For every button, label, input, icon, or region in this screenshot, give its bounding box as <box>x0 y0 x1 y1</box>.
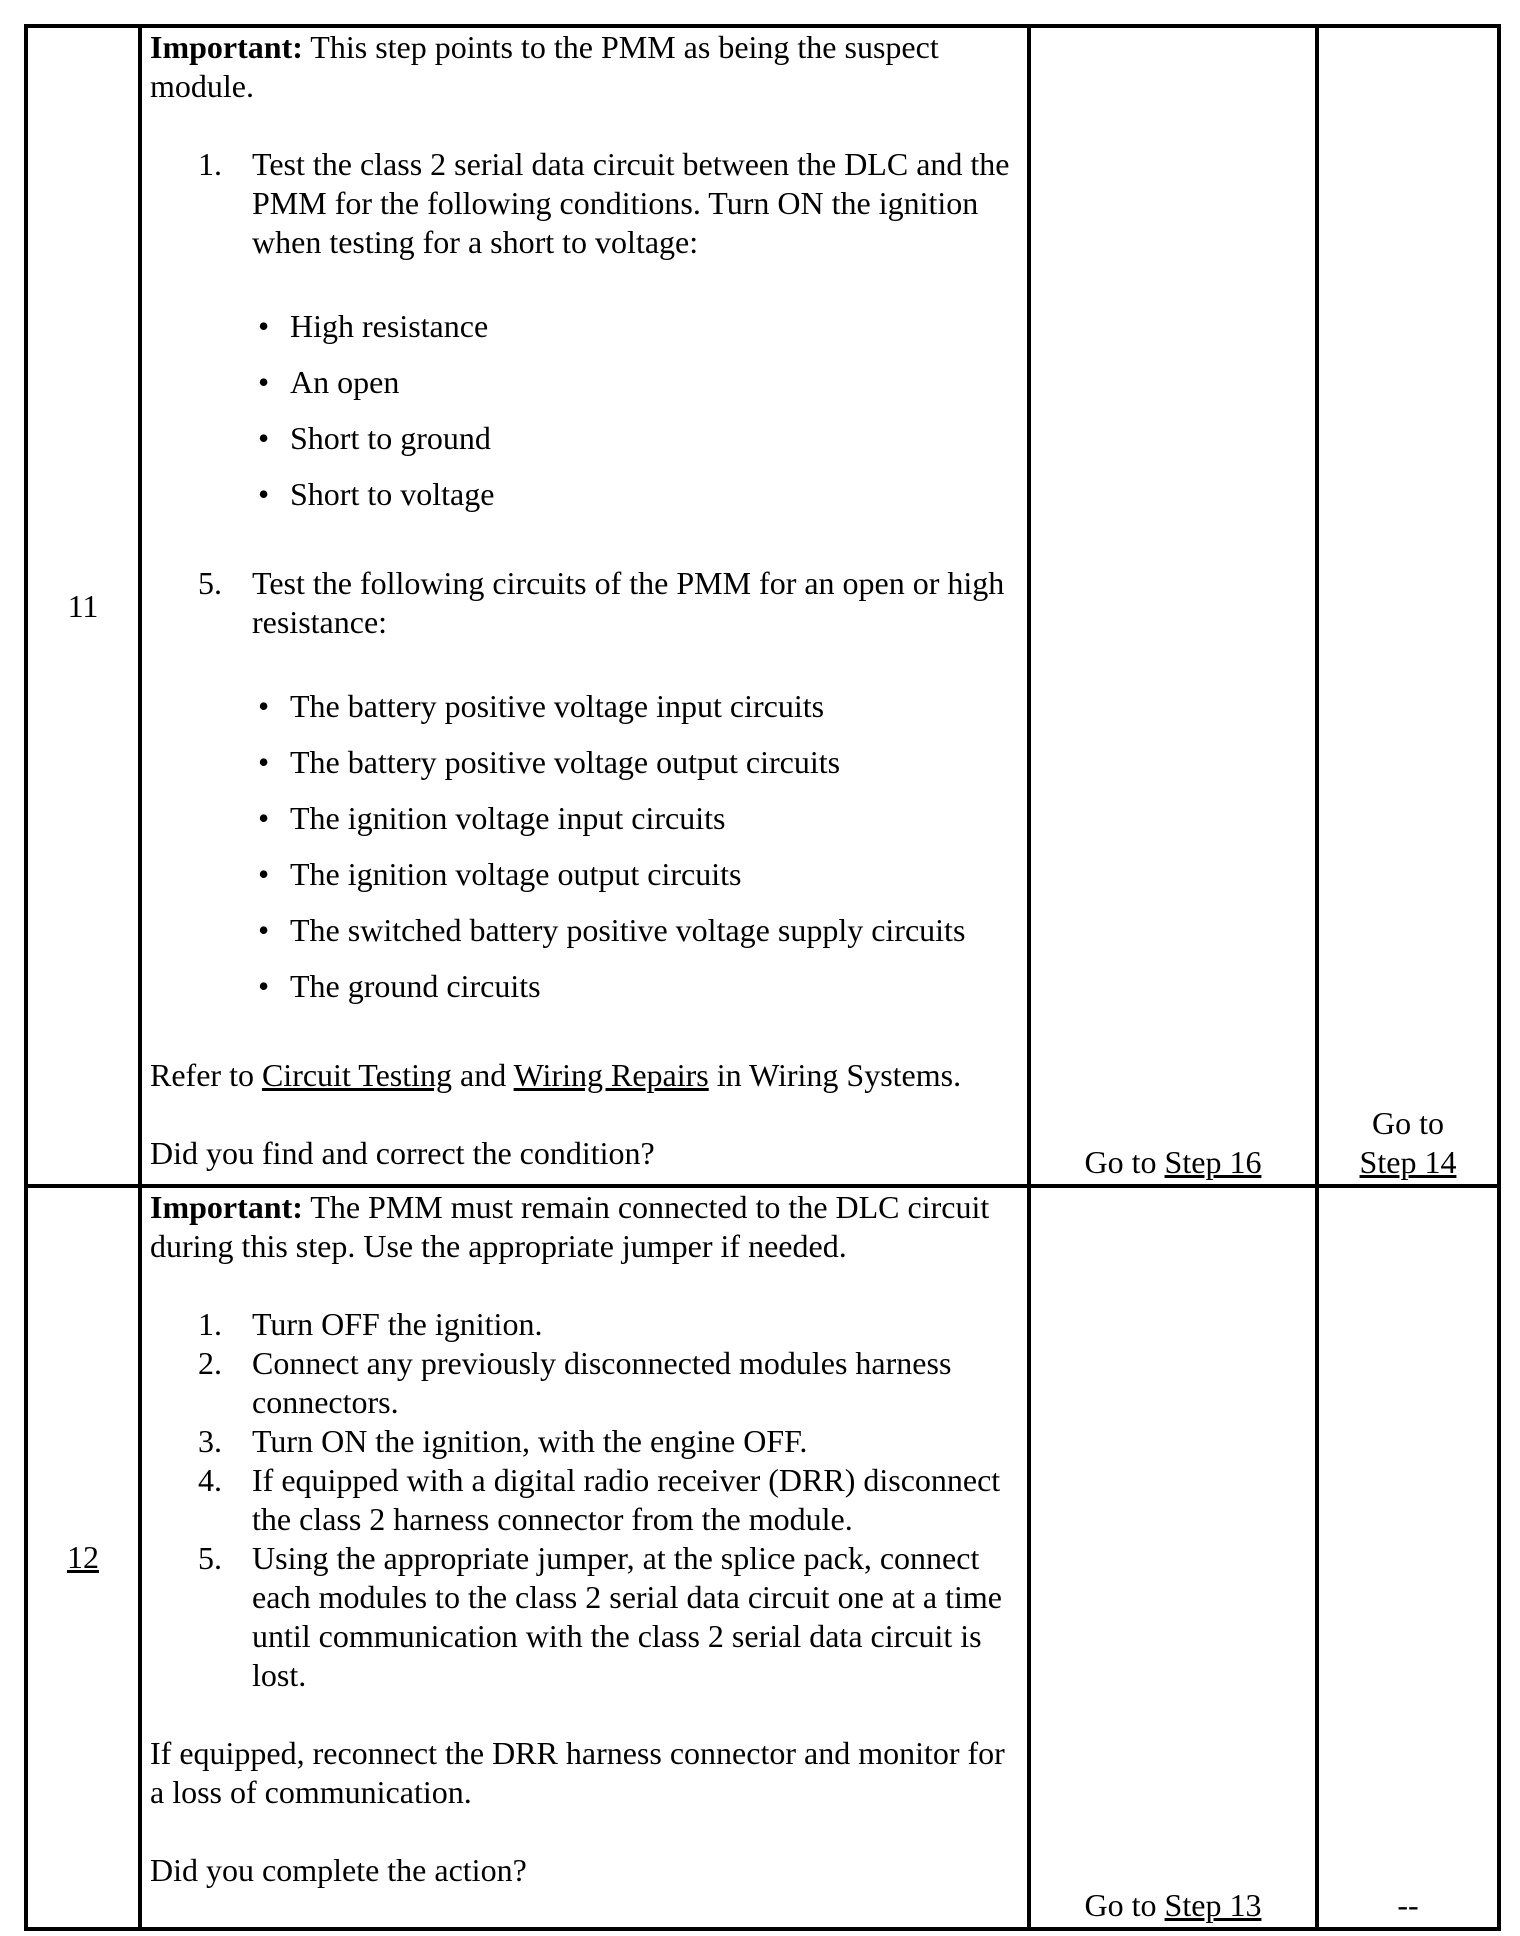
important-label: Important: <box>150 29 303 65</box>
bullet-list <box>150 687 1017 1006</box>
list-item: 3. Turn ON the ignition, with the engine OFF. <box>198 1423 808 1459</box>
step-number-cell <box>26 1186 140 1929</box>
no-cell: Go to Step 14 <box>1317 26 1499 1186</box>
action-cell <box>140 26 1029 1186</box>
bullet-item: • The switched battery positive voltage supply circuits <box>258 912 966 948</box>
numbered-list <box>150 145 1017 262</box>
bullet-item: • The battery positive voltage output circuits <box>258 744 841 780</box>
item-text: Test the following circuits of the PMM for an open or high resistance: <box>252 565 1005 640</box>
numbered-list <box>150 1305 1017 1695</box>
important-text: This step points to the PMM as being the suspect module. <box>150 29 939 104</box>
bullet-item: • The ignition voltage output circuits <box>258 856 742 892</box>
important-text: The PMM must remain connected to the DLC circuit during this step. Use the appropriate jumper if needed. <box>150 1189 990 1264</box>
circuit-testing-link[interactable]: Circuit Testing <box>261 1057 452 1093</box>
list-item <box>150 564 1017 642</box>
question: Did you complete the action? <box>150 1852 527 1888</box>
list-item: 1. Turn OFF the ignition. <box>198 1306 543 1342</box>
numbered-list <box>150 564 1017 642</box>
step-number: 11 <box>67 587 99 624</box>
bullet-item: • The battery positive voltage input circuits <box>258 688 825 724</box>
bullet-list <box>150 307 1017 514</box>
no-cell <box>1317 1186 1499 1929</box>
bullet-item: • High resistance <box>258 308 489 344</box>
bullet-item: • The ignition voltage input circuits <box>258 800 726 836</box>
list-item: 4. If equipped with a digital radio receiver (DRR) disconnect the class 2 harness connector from the module. <box>198 1462 1001 1537</box>
yes-cell: Go to Step 16 <box>1029 26 1317 1186</box>
important-note <box>150 1188 1017 1266</box>
go-to-step-14-link[interactable]: Step 14 <box>1359 1144 1457 1180</box>
question: Did you find and correct the condition? <box>150 1135 655 1171</box>
step-number-link[interactable]: 12 <box>67 1539 99 1575</box>
wiring-repairs-link[interactable]: Wiring Repairs <box>513 1057 709 1093</box>
table-row <box>26 26 1499 1186</box>
item-number: 5. <box>198 565 222 601</box>
important-label: Important: <box>150 1189 303 1225</box>
go-to-step-16-link[interactable]: Step 16 <box>1164 1144 1262 1180</box>
step-number-cell <box>26 26 140 1186</box>
refer-text: Refer to Circuit Testing and Wiring Repairs in Wiring Systems. <box>150 1057 962 1093</box>
item-text: Test the class 2 serial data circuit between the DLC and the PMM for the following conditions. Turn ON the ignition when testing for a short to voltage: <box>252 146 1010 260</box>
important-note <box>150 28 1017 106</box>
bullet-item: • The ground circuits <box>258 968 541 1004</box>
list-item <box>150 145 1017 262</box>
table-row <box>26 1186 1499 1929</box>
no-action: -- <box>1397 1887 1419 1923</box>
bullet-item: • Short to voltage <box>258 476 495 512</box>
bullet-item: • Short to ground <box>258 420 491 456</box>
list-item: 5. Using the appropriate jumper, at the splice pack, connect each modules to the class 2 serial data circuit one at a time until communication with the class 2 serial data circuit is lost. <box>198 1540 1002 1693</box>
note: If equipped, reconnect the DRR harness connector and monitor for a loss of communication. <box>150 1735 1005 1810</box>
list-item: 2. Connect any previously disconnected modules harness connectors. <box>198 1345 952 1420</box>
go-to-step-13-link[interactable]: Step 13 <box>1164 1887 1262 1923</box>
yes-cell: Go to Step 13 <box>1029 1186 1317 1929</box>
bullet-item: • An open <box>258 364 400 400</box>
action-cell <box>140 1186 1029 1929</box>
diagnostic-table <box>24 24 1501 1931</box>
item-number: 1. <box>198 146 222 182</box>
